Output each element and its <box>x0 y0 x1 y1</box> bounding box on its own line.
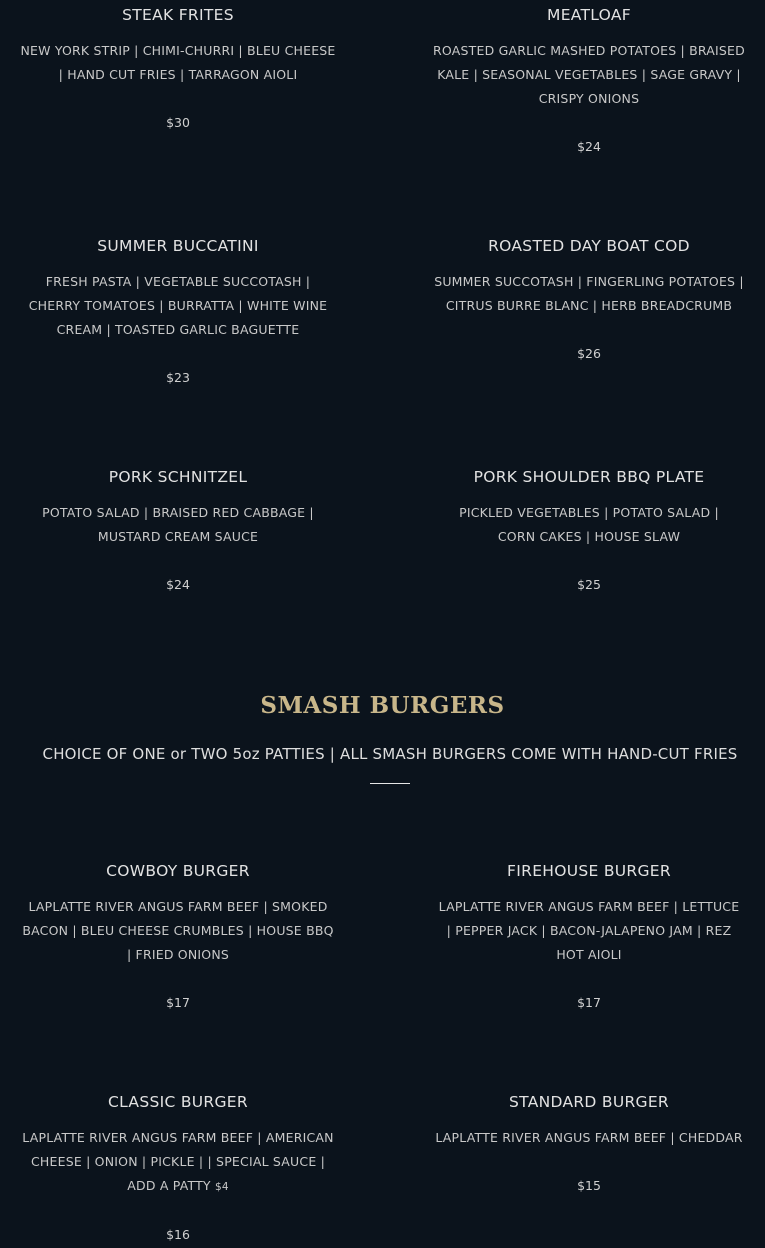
item-description: SUMMER SUCCOTASH | FINGERLING POTATOES | CITRUS BURRE BLANC | HERB BREADCRUMB <box>434 274 744 313</box>
item-description: ROASTED GARLIC MASHED POTATOES | BRAISED KALE | SEASONAL VEGETABLES | SAGE GRAVY | CRISPY ONIONS <box>433 43 745 106</box>
item-description: LAPLATTE RIVER ANGUS FARM BEEF | LETTUCE | PEPPER JACK | BACON-JALAPENO JAM | REZ HOT AIOLI <box>438 899 740 962</box>
item-name: CLASSIC BURGER <box>108 1093 248 1111</box>
item-name: STEAK FRITES <box>122 6 234 24</box>
menu-item <box>432 236 746 364</box>
item-name: MEATLOAF <box>547 6 631 24</box>
section-title: SMASH BURGERS <box>260 692 505 719</box>
item-description: POTATO SALAD | BRAISED RED CABBAGE | MUSTARD CREAM SAUCE <box>42 505 314 544</box>
item-name: PORK SHOULDER BBQ PLATE <box>473 468 705 486</box>
item-price: $23 <box>166 370 190 385</box>
section-subtitle: CHOICE OF ONE or TWO 5oz PATTIES | ALL SMASH BURGERS COME WITH HAND-CUT FRIES <box>42 745 738 763</box>
item-description-text: LAPLATTE RIVER ANGUS FARM BEEF | AMERICAN CHEESE | ONION | PICKLE | | SPECIAL SAUCE | ADD A PATTY <box>22 1130 334 1193</box>
item-price: $16 <box>166 1227 190 1242</box>
menu-item <box>432 1092 746 1196</box>
add-on-price: $4 <box>214 1181 229 1193</box>
item-price: $15 <box>577 1178 601 1193</box>
menu-item <box>20 861 336 1013</box>
item-name: PORK SCHNITZEL <box>108 468 248 486</box>
item-name: ROASTED DAY BOAT COD <box>488 237 690 255</box>
menu-item <box>432 5 746 157</box>
menu-item <box>28 236 328 388</box>
menu-item <box>40 467 316 595</box>
item-name: SUMMER BUCCATINI <box>97 237 259 255</box>
item-description: LAPLATTE RIVER ANGUS FARM BEEF | CHEDDAR <box>435 1130 743 1145</box>
item-price: $24 <box>166 577 190 592</box>
item-name: FIREHOUSE BURGER <box>507 862 671 880</box>
divider <box>370 783 410 784</box>
item-description: NEW YORK STRIP | CHIMI-CHURRI | BLEU CHEESE | HAND CUT FRIES | TARRAGON AIOLI <box>20 43 336 82</box>
item-price: $17 <box>166 995 190 1010</box>
menu-item <box>436 861 742 1013</box>
item-description: FRESH PASTA | VEGETABLE SUCCOTASH | CHERRY TOMATOES | BURRATTA | WHITE WINE CREAM | TOASTED GARLIC BAGUETTE <box>28 274 328 337</box>
menu-item <box>440 467 738 595</box>
item-description: LAPLATTE RIVER ANGUS FARM BEEF | SMOKED BACON | BLEU CHEESE CRUMBLES | HOUSE BBQ | FRIED ONIONS <box>22 899 334 962</box>
item-name: COWBOY BURGER <box>106 862 250 880</box>
item-description: PICKLED VEGETABLES | POTATO SALAD | CORN CAKES | HOUSE SLAW <box>459 505 719 544</box>
menu-item <box>20 1092 336 1245</box>
item-price: $30 <box>166 115 190 130</box>
item-price: $26 <box>577 346 601 361</box>
item-price: $24 <box>577 139 601 154</box>
item-name: STANDARD BURGER <box>508 1093 670 1111</box>
item-price: $25 <box>577 577 601 592</box>
menu-item <box>20 5 336 133</box>
item-price: $17 <box>577 995 601 1010</box>
item-description <box>20 1126 336 1199</box>
